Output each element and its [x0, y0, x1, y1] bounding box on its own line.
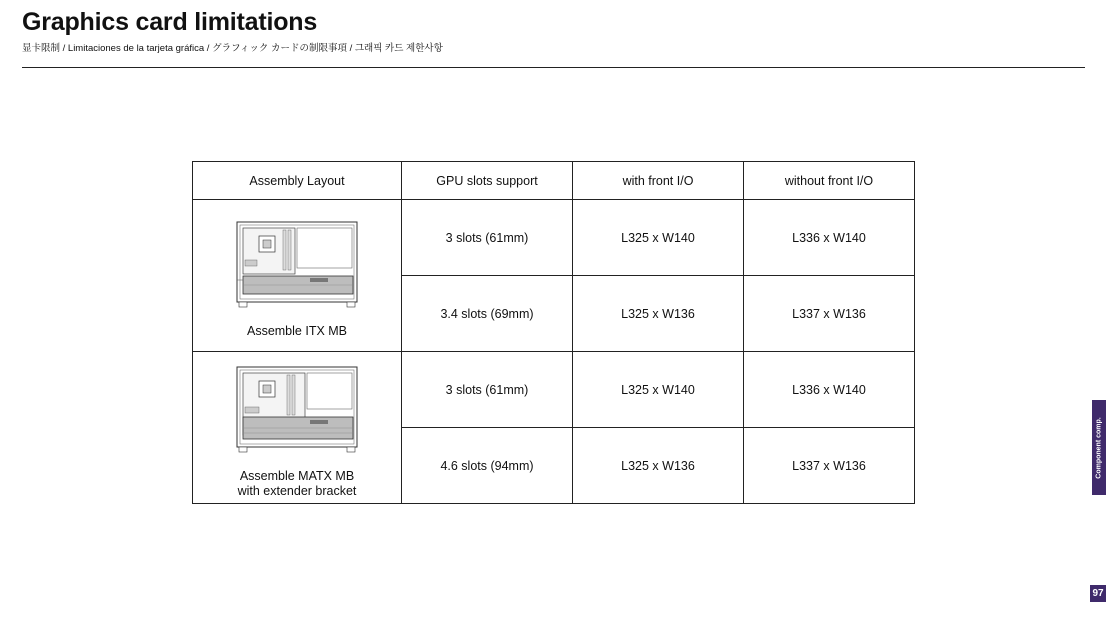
- with-front-io-cell: L325 x W140: [573, 200, 744, 276]
- table-row: [193, 200, 915, 276]
- with-front-io-cell: L325 x W136: [573, 276, 744, 352]
- without-front-io-cell: L336 x W140: [744, 352, 915, 428]
- matx-assembly-diagram: [235, 365, 359, 455]
- section-side-tab: [1092, 400, 1106, 495]
- side-tab-label: Component comp.: [1095, 416, 1103, 479]
- header-without-front-io: without front I/O: [744, 162, 915, 200]
- header-divider: [22, 67, 1085, 68]
- table-row: [193, 352, 915, 428]
- without-front-io-cell: L336 x W140: [744, 200, 915, 276]
- with-front-io-cell: L325 x W140: [573, 352, 744, 428]
- matx-caption: Assemble MATX MB with extender bracket: [237, 468, 357, 498]
- with-front-io-cell: L325 x W136: [573, 428, 744, 504]
- header-gpu-slots: GPU slots support: [402, 162, 573, 200]
- gpu-slots-cell: 3.4 slots (69mm): [402, 276, 573, 352]
- gpu-slots-cell: 3 slots (61mm): [402, 200, 573, 276]
- header-with-front-io: with front I/O: [573, 162, 744, 200]
- itx-assembly-diagram: [235, 220, 359, 310]
- header-assembly-layout: Assembly Layout: [193, 162, 402, 200]
- itx-caption: Assemble ITX MB: [246, 324, 348, 338]
- without-front-io-cell: L337 x W136: [744, 276, 915, 352]
- assembly-layout-itx: [193, 200, 402, 352]
- gpu-slots-cell: 3 slots (61mm): [402, 352, 573, 428]
- without-front-io-cell: L337 x W136: [744, 428, 915, 504]
- gpu-limitations-table: [192, 161, 915, 504]
- table-header-row: [193, 162, 915, 200]
- assembly-layout-matx: [193, 352, 402, 504]
- page-subtitle: 显卡限制 / Limitaciones de la tarjeta gráfica / グラフィック カードの制限事項 / 그래픽 카드 제한사항: [22, 43, 443, 54]
- page-number: 97: [1090, 585, 1106, 602]
- gpu-slots-cell: 4.6 slots (94mm): [402, 428, 573, 504]
- page-title: Graphics card limitations: [22, 8, 318, 36]
